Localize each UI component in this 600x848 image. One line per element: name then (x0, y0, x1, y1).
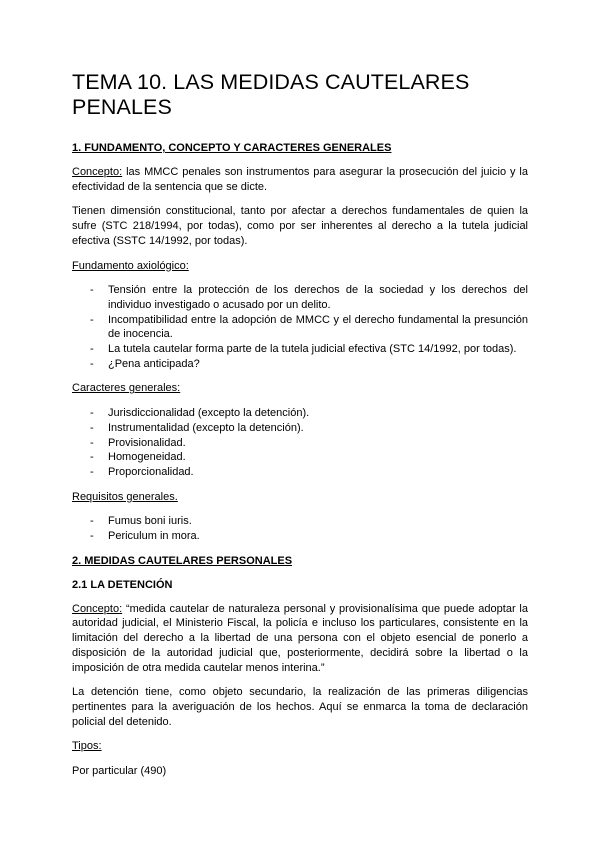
fundamento-label: Fundamento axiológico: (72, 259, 189, 272)
concepto-label: Concepto: (72, 166, 123, 178)
list-item: - Jurisdiccionalidad (excepto la detención). (90, 407, 310, 420)
tipos-label: Tipos: (72, 740, 102, 753)
fundamento-list (72, 283, 528, 371)
concepto-text: “medida cautelar de naturaleza personal y provisionalísima que puede adoptar la autoridad judicial, el Ministerio Fiscal, la policía e incluso los particulares, consistente en la limitación del derecho a la libertad de una persona con el objeto esencial de ponerlo a disposición de la autoridad judicial que, posteriormente, decidirá sobre la libertad o la imposición de otra medida cautelar menos interina.” (72, 602, 528, 674)
list-item: - Incompatibilidad entre la adopción de MMCC y el derecho fundamental la presunción de inocencia. (90, 313, 528, 341)
list-item: - Tensión entre la protección de los derechos de la sociedad y los derechos del individuo investigado o acusado por un delito. (90, 284, 528, 311)
list-item: - Fumus boni iuris. (90, 515, 192, 528)
page-title: TEMA 10. LAS MEDIDAS CAUTELARES PENALES (72, 70, 470, 119)
list-item: - Periculum in mora. (90, 530, 200, 543)
requisitos-list (72, 514, 528, 543)
list-item: - ¿Pena anticipada? (90, 357, 200, 370)
detencion-concepto-paragraph (72, 602, 528, 676)
concepto-label: Concepto: (72, 602, 123, 615)
caracteres-label: Caracteres generales: (72, 382, 181, 395)
por-particular-line: Por particular (490) (72, 765, 167, 778)
list-item: - Proporcionalidad. (90, 465, 194, 478)
concepto-text: las MMCC penales son instrumentos para asegurar la prosecución del juicio y la efectividad de la sentencia que se dicte. (72, 166, 528, 193)
list-item: - Provisionalidad. (90, 436, 186, 449)
requisitos-label: Requisitos generales. (72, 490, 178, 503)
list-item: - Instrumentalidad (excepto la detención). (90, 421, 304, 434)
list-item: - La tutela cautelar forma parte de la tutela judicial efectiva (STC 14/1992, por todas). (90, 343, 517, 356)
section-2-heading: 2. MEDIDAS CAUTELARES PERSONALES (72, 554, 293, 567)
constitutional-paragraph: Tienen dimensión constitucional, tanto por afectar a derechos fundamentales de quien la sufre (STC 218/1994, por todas), como por ser inherentes al derecho a la tutela judicial efectiva (SSTC 14/1992, por todas). (72, 205, 528, 247)
concepto-paragraph (72, 165, 528, 194)
caracteres-list (72, 406, 528, 480)
section-1-heading: 1. FUNDAMENTO, CONCEPTO Y CARACTERES GENERALES (72, 142, 392, 154)
detencion-paragraph: La detención tiene, como objeto secundario, la realización de las primeras diligencias pertinentes para la averiguación de los hechos. Aquí se enmarca la toma de declaración policial del detenido. (72, 686, 528, 728)
list-item: - Homogeneidad. (90, 451, 186, 464)
subsection-heading: 2.1 LA DETENCIÓN (72, 578, 173, 591)
